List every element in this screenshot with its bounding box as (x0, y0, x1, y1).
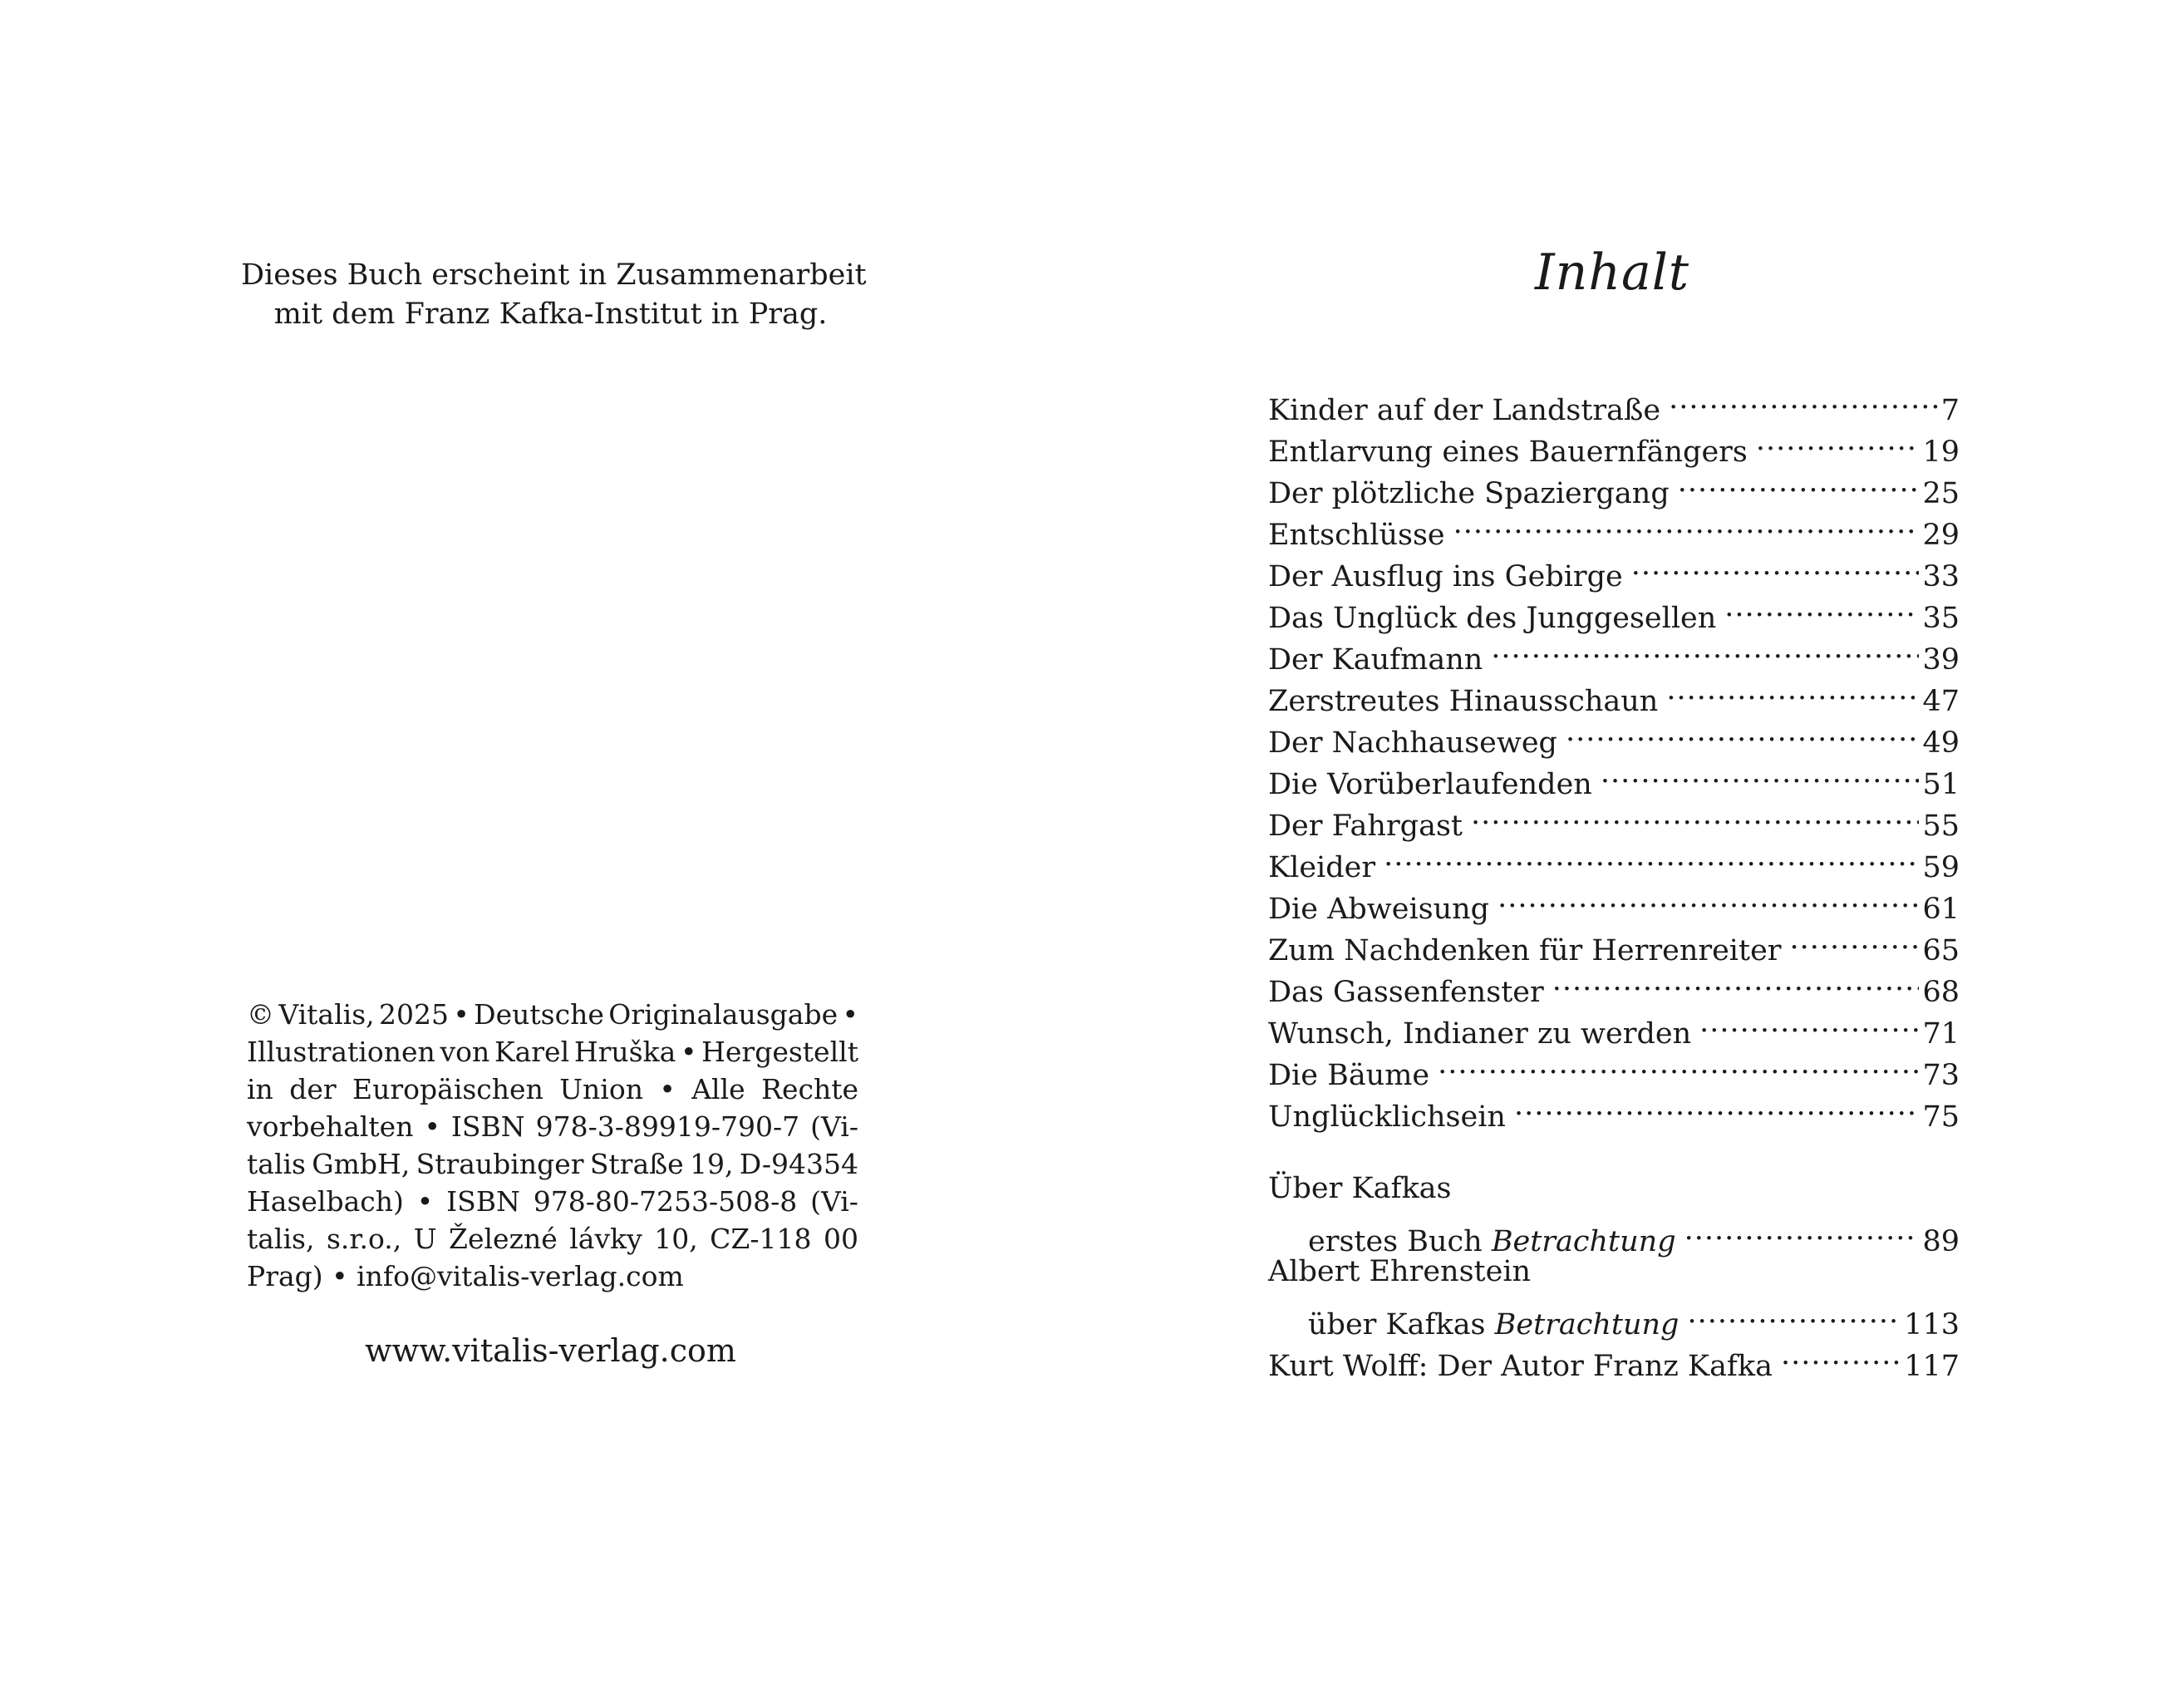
imprint-line: in der Europäischen Union • Alle Rechte (247, 1073, 858, 1105)
toc-appendix-heading: Über Kafkas (1268, 1172, 1452, 1205)
toc-entry: Kleider ..... 59 (1268, 835, 1960, 877)
toc-entry: Der Fahrgast ..... 55 (1268, 794, 1960, 835)
toc-entry: Kinder auf der Landstraße ..... 7 (1268, 378, 1960, 420)
imprint-line: © Vitalis, 2025 • Deutsche Originalausgabe • (247, 998, 858, 1031)
toc-appendix-entry: erstes Buch Betrachtung ..... 89 (1268, 1209, 1960, 1251)
toc-entry: Der Nachhauseweg ..... 49 (1268, 711, 1960, 752)
toc-entry: Der Kaufmann ..... 39 (1268, 628, 1960, 669)
toc-entry: Das Unglück des Junggesellen ..... 35 (1268, 586, 1960, 628)
imprint-line: talis GmbH, Straubinger Straße 19, D-94354 (247, 1148, 858, 1180)
imprint-line: Prag) • info@vitalis-verlag.com (247, 1260, 684, 1292)
toc-entry: Wunsch, Indianer zu werden ..... 71 (1268, 1002, 1960, 1043)
cooperation-note-line: Dieses Buch erscheint in Zusammenarbeit (241, 258, 867, 292)
toc-entry: Das Gassenfenster ..... 68 (1268, 960, 1960, 1002)
toc-entry: Die Abweisung ..... 61 (1268, 877, 1960, 918)
toc-appendix-entry: über Kafkas Betrachtung ..... 113 (1268, 1292, 1960, 1334)
toc-entry: Entlarvung eines Bauernfängers ..... 19 (1268, 420, 1960, 461)
toc-entry: Zerstreutes Hinausschaun ..... 47 (1268, 669, 1960, 711)
toc-entry: Der plötzliche Spaziergang ..... 25 (1268, 461, 1960, 503)
toc-entry: Unglücklichsein ..... 75 (1268, 1085, 1960, 1126)
publisher-website: www.vitalis-verlag.com (365, 1332, 736, 1369)
toc-appendix-heading: Albert Ehrenstein (1268, 1255, 1532, 1288)
toc-entry: Zum Nachdenken für Herrenreiter ..... 65 (1268, 918, 1960, 960)
imprint-line: vorbehalten • ISBN 978-3-89919-790-7 (Vi- (247, 1110, 858, 1143)
toc-entry: Der Ausflug ins Gebirge ..... 33 (1268, 544, 1960, 586)
table-of-contents (1268, 378, 1960, 1383)
cooperation-note-line: mit dem Franz Kafka-Institut in Prag. (273, 298, 828, 331)
imprint-line: Haselbach) • ISBN 978-80-7253-508-8 (Vi- (247, 1185, 858, 1218)
toc-appendix-entry: Kurt Wolff: Der Autor Franz Kafka ..... 117 (1268, 1334, 1960, 1376)
toc-entry: Die Vorüberlaufenden ..... 51 (1268, 752, 1960, 794)
cooperation-note (241, 256, 867, 334)
imprint-line: talis, s.r.o., U Železné lávky 10, CZ-118 00 (247, 1223, 858, 1255)
imprint-line: Illustrationen von Karel Hruška • Hergestellt (247, 1036, 858, 1068)
toc-title: Inhalt (1534, 244, 1690, 302)
toc-entry: Entschlüsse ..... 29 (1268, 503, 1960, 544)
toc-entry: Die Bäume ..... 73 (1268, 1043, 1960, 1085)
imprint-block (247, 996, 858, 1295)
